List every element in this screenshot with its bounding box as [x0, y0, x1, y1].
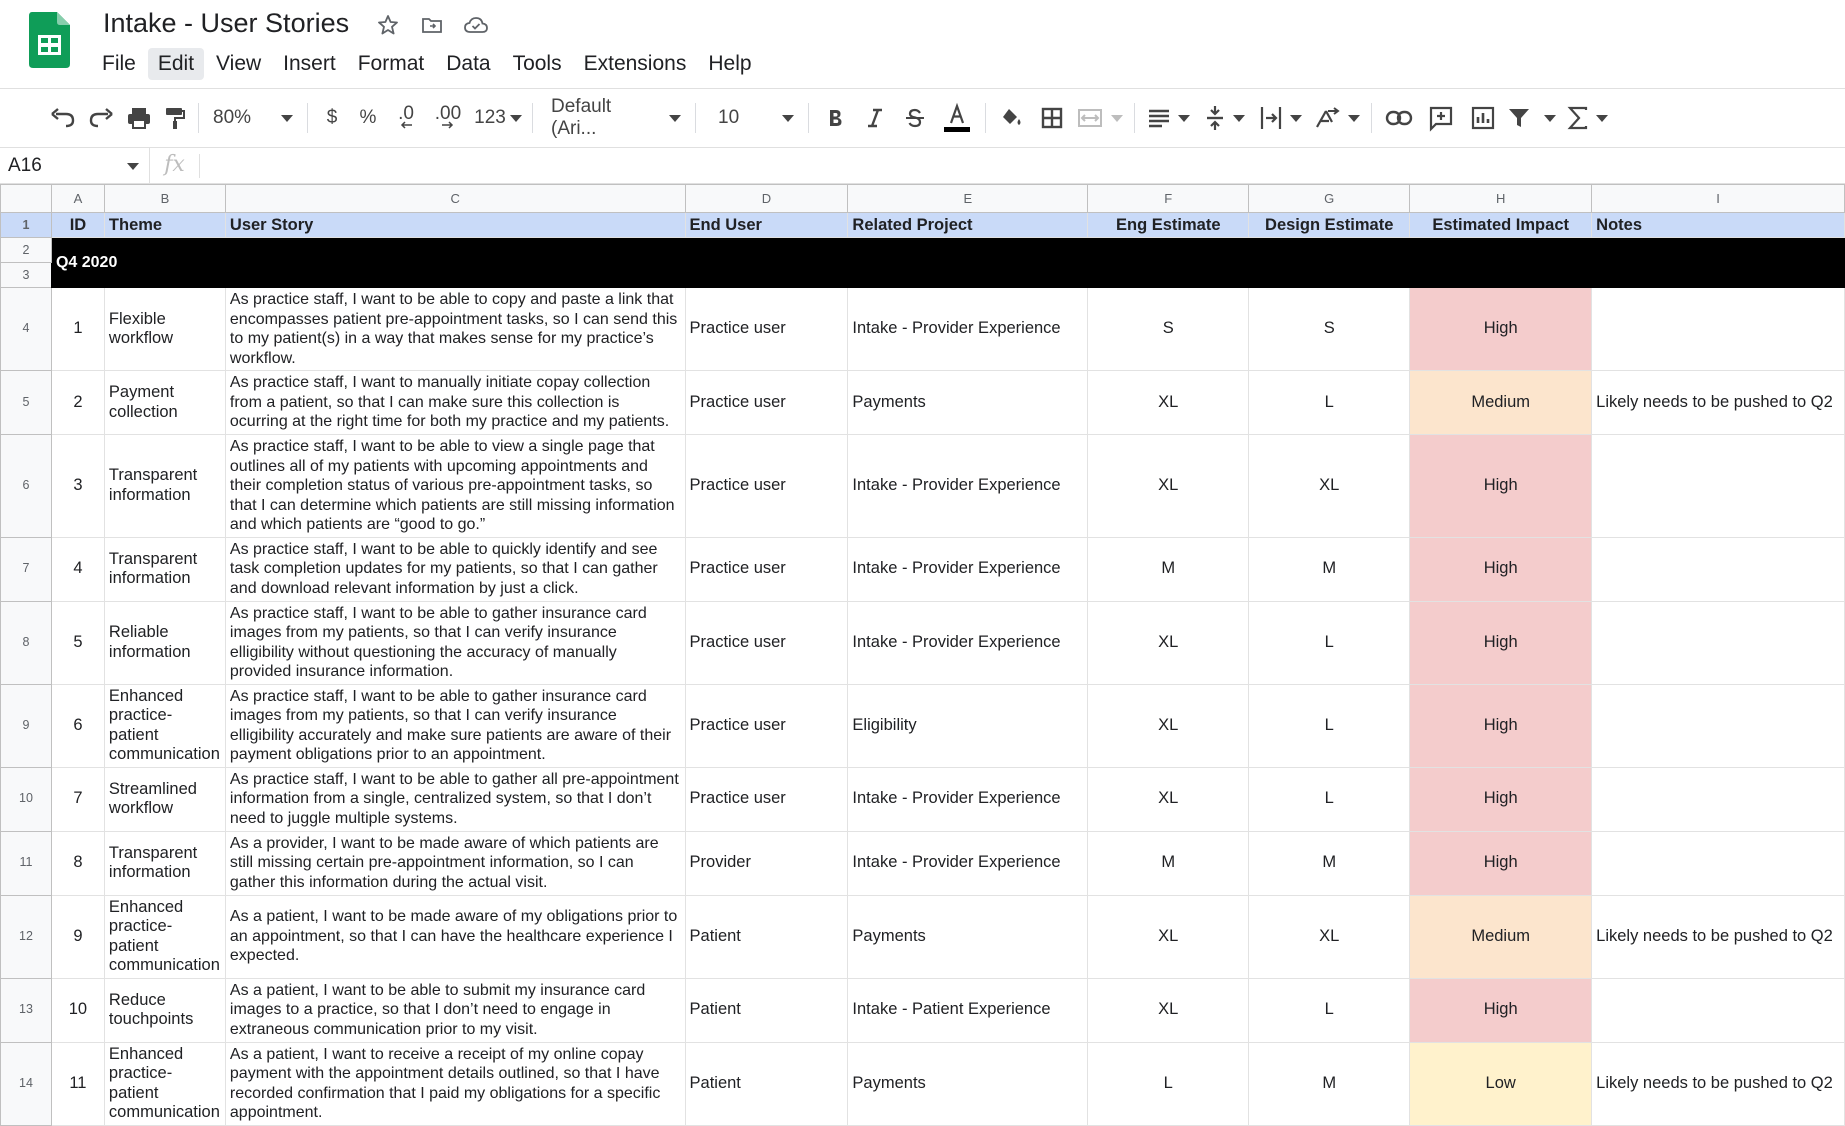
menu-extensions[interactable]: Extensions — [583, 52, 687, 75]
cell-id[interactable]: 2 — [51, 371, 104, 435]
cell-end-user[interactable]: Practice user — [685, 435, 848, 538]
menu-bar — [92, 48, 762, 80]
cell-user-story[interactable]: As practice staff, I want to be able to gather insurance card images from my patients, so that I can verify insurance elligibility accurately and make sure patients are aware of their payment obligations prior to an appointment. — [225, 684, 685, 767]
cell-id[interactable]: 7 — [51, 767, 104, 831]
cell-end-user[interactable]: Patient — [685, 978, 848, 1042]
fx-icon: fx — [150, 154, 200, 178]
toolbar-divider — [198, 103, 199, 133]
table-row — [1, 978, 1845, 1042]
header-cell-related-project[interactable]: Related Project — [848, 213, 1088, 238]
column-header[interactable]: I — [1592, 185, 1845, 213]
chevron-down-icon — [1233, 115, 1245, 122]
toolbar-divider — [1134, 103, 1135, 133]
horizontal-align-icon[interactable] — [1141, 98, 1197, 138]
chevron-down-icon — [1178, 115, 1190, 122]
cell-eng-estimate[interactable]: S — [1088, 288, 1249, 371]
chevron-down-icon — [510, 115, 522, 122]
header-cell-design-estimate[interactable]: Design Estimate — [1249, 213, 1410, 238]
italic-icon[interactable] — [855, 98, 895, 138]
decrease-decimal-label: .0 — [398, 103, 414, 124]
percent-format-button[interactable]: % — [359, 107, 377, 128]
zoom-select[interactable] — [205, 98, 301, 138]
toolbar — [0, 88, 1845, 148]
cell-reference: A16 — [8, 154, 42, 176]
cell-design-estimate[interactable]: L — [1249, 371, 1410, 435]
cell-related-project[interactable]: Payments — [848, 895, 1088, 978]
cell-estimated-impact[interactable]: Low — [1410, 1042, 1592, 1125]
header-cell-notes[interactable]: Notes — [1592, 213, 1845, 238]
cell-design-estimate[interactable]: L — [1249, 684, 1410, 767]
cell-theme[interactable]: Flexible workflow — [104, 288, 225, 371]
cell-estimated-impact[interactable]: High — [1410, 978, 1592, 1042]
insert-link-icon[interactable] — [1378, 98, 1420, 138]
table-row — [1, 831, 1845, 895]
row-header[interactable]: 11 — [1, 831, 52, 895]
cell-eng-estimate[interactable]: XL — [1088, 435, 1249, 538]
menu-view[interactable]: View — [216, 52, 262, 75]
row-header[interactable]: 12 — [1, 895, 52, 978]
cell-related-project[interactable]: Intake - Provider Experience — [848, 767, 1088, 831]
sheet-table — [0, 184, 1845, 1126]
column-header[interactable]: C — [225, 185, 685, 213]
decrease-decimal-button[interactable] — [386, 98, 426, 138]
cell-related-project[interactable]: Intake - Provider Experience — [848, 435, 1088, 538]
cell-estimated-impact[interactable]: Medium — [1410, 371, 1592, 435]
chevron-down-icon — [127, 163, 139, 170]
cell-design-estimate[interactable]: M — [1249, 1042, 1410, 1125]
row-header[interactable]: 9 — [1, 684, 52, 767]
toolbar-divider — [532, 103, 533, 133]
cell-user-story[interactable]: As practice staff, I want to be able to view a single page that outlines all of my patients with upcoming appointments and their completion status of various pre-appointment tasks, so that I can determine which patients are still missing information and which patients are “good to go.” — [225, 435, 685, 538]
more-formats-label: 123 — [474, 107, 506, 128]
cell-user-story[interactable]: As a patient, I want to be able to submit my insurance card images to a practice, so that I don’t need to engage in extraneous communication prior to my visit. — [225, 978, 685, 1042]
cell-estimated-impact[interactable]: High — [1410, 767, 1592, 831]
cell-id[interactable]: 6 — [51, 684, 104, 767]
currency-format-button[interactable]: $ — [326, 107, 338, 128]
cell-id[interactable]: 11 — [51, 1042, 104, 1125]
cell-notes[interactable] — [1592, 978, 1845, 1042]
chevron-down-icon — [1290, 115, 1302, 122]
cell-end-user[interactable]: Practice user — [685, 767, 848, 831]
strikethrough-icon[interactable] — [895, 98, 935, 138]
fill-color-icon[interactable] — [992, 98, 1032, 138]
insert-chart-icon[interactable] — [1462, 98, 1504, 138]
column-header[interactable]: H — [1410, 185, 1592, 213]
cell-id[interactable]: 3 — [51, 435, 104, 538]
table-row — [1, 767, 1845, 831]
print-icon[interactable] — [120, 98, 158, 138]
formula-bar — [0, 148, 1845, 184]
cell-estimated-impact[interactable]: High — [1410, 601, 1592, 684]
cell-design-estimate[interactable]: XL — [1249, 435, 1410, 538]
cell-id[interactable]: 4 — [51, 537, 104, 601]
cell-user-story[interactable]: As practice staff, I want to manually initiate copay collection from a patient, so that I can make sure this collection is ocurring at the right time for both my practice and my patients. — [225, 371, 685, 435]
cell-notes[interactable] — [1592, 684, 1845, 767]
cell-theme[interactable]: Transparent information — [104, 537, 225, 601]
cell-user-story[interactable]: As practice staff, I want to be able to quickly identify and see task completion updates for my patients, so that I can gather and download relevant information by just a click. — [225, 537, 685, 601]
cell-notes[interactable] — [1592, 537, 1845, 601]
sheets-logo-icon[interactable] — [29, 12, 70, 68]
menu-help[interactable]: Help — [708, 52, 752, 75]
move-folder-icon[interactable] — [418, 11, 446, 39]
cell-end-user[interactable]: Practice user — [685, 288, 848, 371]
cell-theme[interactable]: Enhanced practice-patient communication — [104, 895, 225, 978]
cell-end-user[interactable]: Practice user — [685, 684, 848, 767]
vertical-align-icon[interactable] — [1197, 98, 1253, 138]
filter-icon[interactable] — [1504, 98, 1560, 138]
cell-design-estimate[interactable]: S — [1249, 288, 1410, 371]
chevron-down-icon — [782, 115, 794, 122]
chevron-down-icon — [281, 115, 293, 122]
chevron-down-icon — [1111, 115, 1123, 122]
merge-cells-icon[interactable] — [1072, 98, 1128, 138]
cell-estimated-impact[interactable]: High — [1410, 435, 1592, 538]
cell-theme[interactable]: Payment collection — [104, 371, 225, 435]
table-row — [1, 895, 1845, 978]
cell-estimated-impact[interactable]: High — [1410, 537, 1592, 601]
font-family-select[interactable] — [539, 98, 689, 138]
toolbar-divider — [695, 103, 696, 133]
menu-tools[interactable]: Tools — [512, 52, 562, 75]
cell-user-story[interactable]: As a provider, I want to be made aware of which patients are still missing certain pre-appointment information, so I can gather this information during the actual visit. — [225, 831, 685, 895]
cell-user-story[interactable]: As a patient, I want to be made aware of my obligations prior to an appointment, so that I can have the healthcare experience I expected. — [225, 895, 685, 978]
cell-estimated-impact[interactable]: Medium — [1410, 895, 1592, 978]
cell-related-project[interactable]: Intake - Patient Experience — [848, 978, 1088, 1042]
chevron-down-icon — [1544, 115, 1556, 122]
menu-edit[interactable]: Edit — [148, 48, 204, 80]
cell-end-user[interactable]: Patient — [685, 1042, 848, 1125]
cell-id[interactable]: 10 — [51, 978, 104, 1042]
cell-theme[interactable]: Transparent information — [104, 435, 225, 538]
cell-notes[interactable]: Likely needs to be pushed to Q2 — [1592, 895, 1845, 978]
cell-estimated-impact[interactable]: High — [1410, 831, 1592, 895]
spreadsheet-grid — [0, 184, 1845, 1121]
menu-data[interactable]: Data — [446, 52, 491, 75]
cell-design-estimate[interactable]: L — [1249, 978, 1410, 1042]
cell-theme[interactable]: Enhanced practice-patient communication — [104, 1042, 225, 1125]
increase-decimal-label: .00 — [434, 103, 462, 124]
toolbar-divider — [1371, 103, 1372, 133]
story-rows — [1, 288, 1845, 1126]
row-header[interactable]: 13 — [1, 978, 52, 1042]
cell-eng-estimate[interactable]: L — [1088, 1042, 1249, 1125]
column-header[interactable]: E — [848, 185, 1088, 213]
cell-design-estimate[interactable]: L — [1249, 601, 1410, 684]
cell-theme[interactable]: Reduce touchpoints — [104, 978, 225, 1042]
row-header[interactable]: 2 — [1, 238, 52, 263]
menu-format[interactable]: Format — [357, 52, 425, 75]
table-row — [1, 684, 1845, 767]
cell-end-user[interactable]: Provider — [685, 831, 848, 895]
table-row — [1, 371, 1845, 435]
cell-user-story[interactable]: As practice staff, I want to be able to gather insurance card images from my patients, so that I can verify insurance elligibility without questioning the accuracy of manually provided insurance information. — [225, 601, 685, 684]
cell-notes[interactable]: Likely needs to be pushed to Q2 — [1592, 1042, 1845, 1125]
cell-id[interactable]: 5 — [51, 601, 104, 684]
font-size-value: 10 — [718, 107, 740, 128]
bold-icon[interactable] — [815, 98, 855, 138]
redo-icon[interactable] — [82, 98, 120, 138]
toolbar-divider — [307, 103, 308, 133]
cell-design-estimate[interactable]: M — [1249, 831, 1410, 895]
more-formats-button[interactable] — [470, 98, 526, 138]
cell-theme[interactable]: Reliable information — [104, 601, 225, 684]
cell-notes[interactable] — [1592, 435, 1845, 538]
cell-related-project[interactable]: Eligibility — [848, 684, 1088, 767]
row-header[interactable]: 7 — [1, 537, 52, 601]
table-row — [1, 537, 1845, 601]
column-header[interactable]: B — [104, 185, 225, 213]
cell-user-story[interactable]: As a patient, I want to receive a receipt of my online copay payment with the appointment details outlined, so that I have recorded confirmation that I paid my obligations for a specific appointment. — [225, 1042, 685, 1125]
font-size-select[interactable] — [702, 98, 802, 138]
cell-theme[interactable]: Enhanced practice-patient communication — [104, 684, 225, 767]
row-header[interactable]: 1 — [1, 213, 52, 238]
row-header[interactable]: 8 — [1, 601, 52, 684]
cell-notes[interactable]: Likely needs to be pushed to Q2 — [1592, 371, 1845, 435]
row-header[interactable]: 14 — [1, 1042, 52, 1125]
insert-comment-icon[interactable] — [1420, 98, 1462, 138]
cell-estimated-impact[interactable]: High — [1410, 288, 1592, 371]
cell-user-story[interactable]: As practice staff, I want to be able to gather all pre-appointment information from a single, centralized system, so that I don’t need to juggle multiple systems. — [225, 767, 685, 831]
select-all-corner[interactable] — [1, 185, 52, 213]
cell-design-estimate[interactable]: L — [1249, 767, 1410, 831]
header-cell-estimated-impact[interactable]: Estimated Impact — [1410, 213, 1592, 238]
cell-notes[interactable] — [1592, 831, 1845, 895]
column-header[interactable]: F — [1088, 185, 1249, 213]
text-rotation-icon[interactable] — [1309, 98, 1365, 138]
cell-related-project[interactable]: Intake - Provider Experience — [848, 537, 1088, 601]
cell-end-user[interactable]: Practice user — [685, 537, 848, 601]
functions-icon[interactable] — [1560, 98, 1616, 138]
cell-notes[interactable] — [1592, 288, 1845, 371]
cell-id[interactable]: 1 — [51, 288, 104, 371]
cell-eng-estimate[interactable]: XL — [1088, 684, 1249, 767]
zoom-value: 80% — [213, 107, 252, 128]
cell-eng-estimate[interactable]: M — [1088, 537, 1249, 601]
table-row — [1, 288, 1845, 371]
formula-input[interactable] — [200, 148, 1845, 184]
cell-related-project[interactable]: Payments — [848, 371, 1088, 435]
cell-theme[interactable]: Transparent information — [104, 831, 225, 895]
cell-design-estimate[interactable]: XL — [1249, 895, 1410, 978]
header-cell-end-user[interactable]: End User — [685, 213, 848, 238]
table-header-row — [1, 213, 1845, 238]
text-wrapping-icon[interactable] — [1253, 98, 1309, 138]
cell-related-project[interactable]: Intake - Provider Experience — [848, 831, 1088, 895]
menu-insert[interactable]: Insert — [283, 52, 336, 75]
cell-eng-estimate[interactable]: XL — [1088, 978, 1249, 1042]
section-row — [1, 238, 1845, 263]
name-box[interactable] — [0, 148, 150, 184]
cloud-status-icon[interactable] — [462, 11, 490, 39]
table-row — [1, 601, 1845, 684]
document-title[interactable]: Intake - User Stories — [103, 8, 350, 38]
cell-eng-estimate[interactable]: XL — [1088, 767, 1249, 831]
menu-file[interactable]: File — [102, 52, 136, 75]
app-header — [0, 0, 1845, 88]
borders-icon[interactable] — [1032, 98, 1072, 138]
table-row — [1, 1042, 1845, 1125]
column-header[interactable]: D — [685, 185, 848, 213]
cell-eng-estimate[interactable]: XL — [1088, 601, 1249, 684]
font-family-value: Default (Ari... — [551, 96, 612, 139]
cell-end-user[interactable]: Practice user — [685, 601, 848, 684]
cell-related-project[interactable]: Payments — [848, 1042, 1088, 1125]
cell-theme[interactable]: Streamlined workflow — [104, 767, 225, 831]
cell-notes[interactable] — [1592, 601, 1845, 684]
chevron-down-icon — [1596, 115, 1608, 122]
cell-related-project[interactable]: Intake - Provider Experience — [848, 288, 1088, 371]
cell-eng-estimate[interactable]: XL — [1088, 371, 1249, 435]
increase-decimal-button[interactable] — [426, 98, 470, 138]
paint-format-icon[interactable] — [158, 98, 192, 138]
row-header[interactable]: 3 — [1, 263, 52, 288]
chevron-down-icon — [1348, 115, 1360, 122]
section-label-cell[interactable]: Q4 2020 — [51, 238, 1844, 288]
cell-related-project[interactable]: Intake - Provider Experience — [848, 601, 1088, 684]
row-header[interactable]: 5 — [1, 371, 52, 435]
cell-end-user[interactable]: Patient — [685, 895, 848, 978]
cell-eng-estimate[interactable]: XL — [1088, 895, 1249, 978]
cell-design-estimate[interactable]: M — [1249, 537, 1410, 601]
header-cell-user-story[interactable]: User Story — [225, 213, 685, 238]
row-header[interactable]: 6 — [1, 435, 52, 538]
text-color-icon[interactable] — [935, 98, 979, 138]
cell-id[interactable]: 9 — [51, 895, 104, 978]
header-cell-eng-estimate[interactable]: Eng Estimate — [1088, 213, 1249, 238]
cell-end-user[interactable]: Practice user — [685, 371, 848, 435]
toolbar-divider — [985, 103, 986, 133]
row-header[interactable]: 10 — [1, 767, 52, 831]
column-header-row — [1, 185, 1845, 213]
undo-icon[interactable] — [44, 98, 82, 138]
column-header[interactable]: G — [1249, 185, 1410, 213]
header-cell-id[interactable]: ID — [51, 213, 104, 238]
cell-user-story[interactable]: As practice staff, I want to be able to copy and paste a link that encompasses patient pre-appointment tasks, so I can send this to my patient(s) in a way that makes sense for my practice’s workflow. — [225, 288, 685, 371]
table-row — [1, 435, 1845, 538]
column-header[interactable]: A — [51, 185, 104, 213]
chevron-down-icon — [669, 115, 681, 122]
toolbar-divider — [808, 103, 809, 133]
cell-notes[interactable] — [1592, 767, 1845, 831]
cell-id[interactable]: 8 — [51, 831, 104, 895]
cell-eng-estimate[interactable]: M — [1088, 831, 1249, 895]
header-cell-theme[interactable]: Theme — [104, 213, 225, 238]
row-header[interactable]: 4 — [1, 288, 52, 371]
star-icon[interactable] — [374, 11, 402, 39]
cell-estimated-impact[interactable]: High — [1410, 684, 1592, 767]
